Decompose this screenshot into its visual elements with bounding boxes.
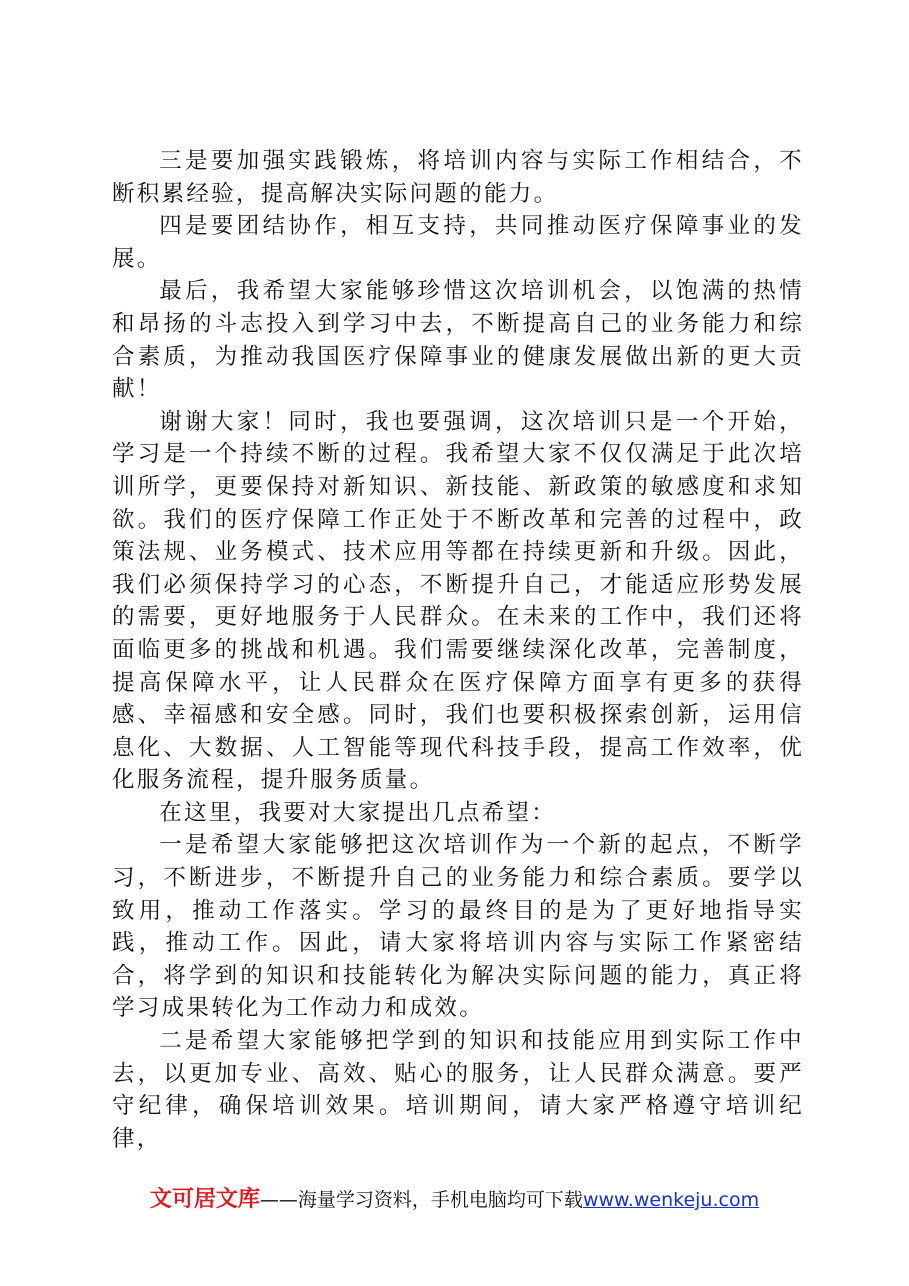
footer-tagline: ——海量学习资料，手机电脑均可下载 bbox=[259, 1189, 583, 1211]
document-body bbox=[112, 145, 804, 1155]
paragraph-hope-two: 二是希望大家能够把学到的知识和技能应用到实际工作中去，以更加专业、高效、贴心的服务，让人民群众满意。要严守纪律，确保培训效果。培训期间，请大家严格遵守培训纪律， bbox=[112, 1028, 804, 1152]
paragraph-closing: 最后，我希望大家能够珍惜这次培训机会，以饱满的热情和昂扬的斗志投入到学习中去，不断提高自己的业务能力和综合素质，为推动我国医疗保障事业的健康发展做出新的更大贡献！ bbox=[112, 278, 804, 403]
paragraph-teamwork: 四是要团结协作，相互支持，共同推动医疗保障事业的发展。 bbox=[112, 213, 804, 272]
paragraph-practice: 三是要加强实践锻炼，将培训内容与实际工作相结合，不断积累经验，提高解决实际问题的能力。 bbox=[112, 148, 804, 207]
page-footer bbox=[0, 1182, 909, 1213]
footer-site-link[interactable]: www.wenkeju.com bbox=[582, 1189, 760, 1211]
paragraph-hope-one: 一是希望大家能够把这次培训作为一个新的起点，不断学习，不断进步，不断提升自己的业务能力和综合素质。要学以致用，推动工作落实。学习的最终目的是为了更好地指导实践，推动工作。因此，请大家将培训内容与实际工作紧密结合，将学到的知识和技能转化为解决实际问题的能力，真正将学习成果转化为工作动力和成效。 bbox=[112, 832, 804, 1022]
footer-brand: 文可居文库 bbox=[149, 1187, 260, 1212]
paragraph-thanks: 谢谢大家！同时，我也要强调，这次培训只是一个开始，学习是一个持续不断的过程。我希望大家不仅仅满足于此次培训所学，更要保持对新知识、新技能、新政策的敏感度和求知欲。我们的医疗保障工作正处于不断改革和完善的过程中，政策法规、业务模式、技术应用等都在持续更新和升级。因此，我们必须保持学习的心态，不断提升自己，才能适应形势发展的需要，更好地服务于人民群众。在未来的工作中，我们还将面临更多的挑战和机遇。我们需要继续深化改革，完善制度，提高保障水平，让人民群众在医疗保障方面享有更多的获得感、幸福感和安全感。同时，我们也要积极探索创新，运用信息化、大数据、人工智能等现代科技手段，提高工作效率，优化服务流程，提升服务质量。 bbox=[112, 408, 804, 794]
paragraph-hopes-intro: 在这里，我要对大家提出几点希望： bbox=[159, 799, 557, 826]
